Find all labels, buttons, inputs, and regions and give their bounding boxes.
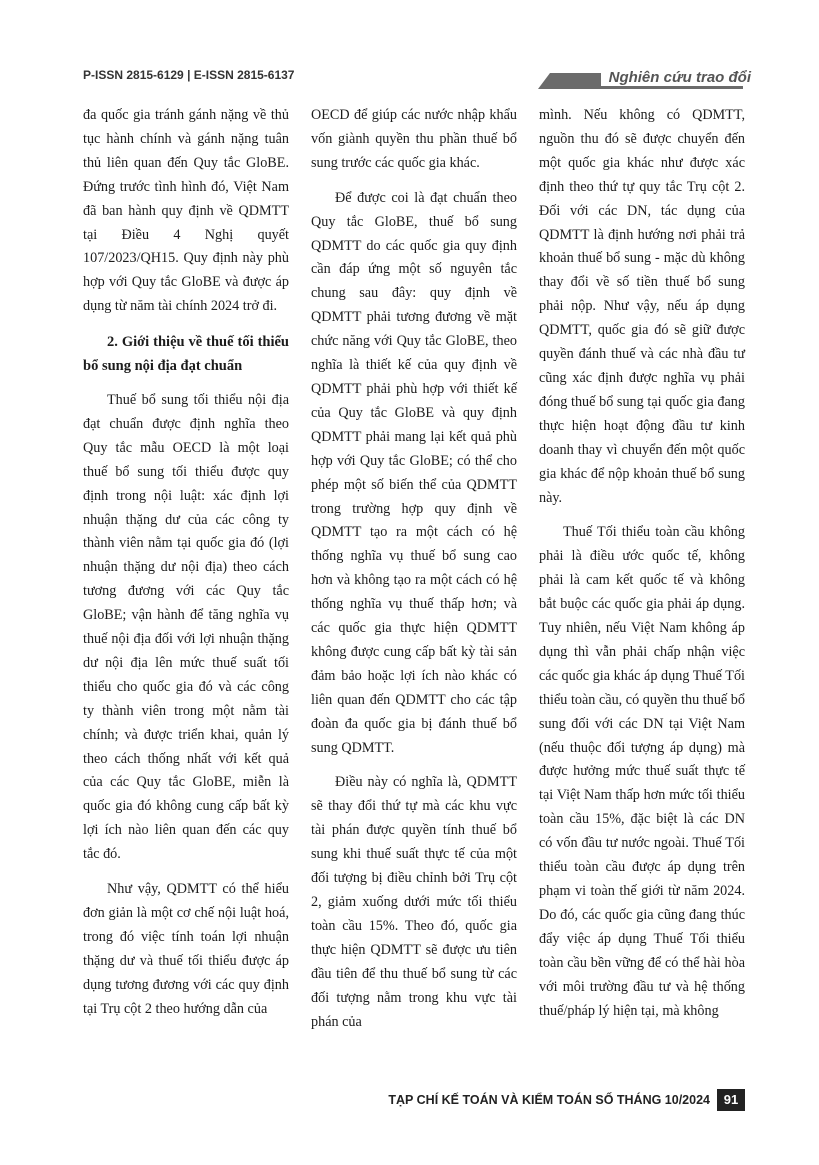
section-title: Nghiên cứu trao đổi	[601, 69, 751, 86]
text-column-3	[539, 104, 745, 1023]
section-heading: 2. Giới thiệu về thuế tối thiểu bổ sung nội địa đạt chuẩn	[83, 334, 289, 375]
page-number: 91	[717, 1089, 745, 1111]
paragraph: mình. Nếu không có QDMTT, nguồn thu đó sẽ được chuyển đến một quốc gia khác như được xác định theo thứ tự quy tắc Trụ cột 2. Đối với các DN, tác dụng của QDMTT là định hướng nơi phải trả khoản thuế bổ sung - mặc dù không thay đổi về số tiền thuế bổ sung phải nộp. Như vậy, nếu áp dụng QDMTT, quốc gia đó sẽ giữ được quyền đánh thuế và các nhà đầu tư cũng xác định được nghĩa vụ phải đóng thuế bổ sung tại quốc gia đang thực hiện hoạt động đầu tư kinh doanh thay vì chuyển đến một quốc gia khác để nộp khoản thuế bổ sung này.	[539, 107, 745, 506]
text-column-2	[311, 104, 517, 1034]
paragraph: Để được coi là đạt chuẩn theo Quy tắc GloBE, thuế bổ sung QDMTT do các quốc gia quy định cần đáp ứng một số nguyên tắc chung sau đây: quy định về QDMTT phải tương đương về mặt chức năng với Quy tắc GloBE, theo nghĩa là thiết kế của quy định về QDMTT phải phù hợp với thiết kế của Quy tắc GloBE và quy định QDMTT phải mang lại kết quả phù hợp với Quy tắc GloBE; có thể cho phép một số biến thể của QDMTT trong trường hợp quy định về QDMTT tạo ra một cách có hệ thống nghĩa vụ thuế bổ sung cao hơn và không tạo ra một cách có hệ thống nghĩa vụ thuế thấp hơn; và các quốc gia thực hiện QDMTT không được cung cấp bất kỳ tài sản đảm bảo hoặc lợi ích nào khác có liên quan đến QDMTT cho các tập đoàn đa quốc gia bị đánh thuế bổ sung QDMTT.	[311, 189, 517, 756]
paragraph: OECD để giúp các nước nhập khẩu vốn giành quyền thu phần thuế bổ sung trước các quốc gia khác.	[311, 107, 517, 171]
issn-header: P-ISSN 2815-6129 | E-ISSN 2815-6137	[83, 68, 295, 82]
paragraph: Điều này có nghĩa là, QDMTT sẽ thay đổi thứ tự mà các khu vực tài phán được quyền tính thuế bổ sung khi thuế suất thực tế của một đối tượng bị điều chỉnh bởi Trụ cột 2, giảm xuống dưới mức tối thiểu toàn cầu 15%. Theo đó, quốc gia thực hiện QDMTT sẽ được ưu tiên đầu tiên để thu thuế bổ sung từ các đối tượng nằm trong khu vực tài phán của	[311, 774, 517, 1030]
paragraph: Thuế Tối thiểu toàn cầu không phải là điều ước quốc tế, không phải là cam kết quốc tế và không bắt buộc các quốc gia phải áp dụng. Tuy nhiên, nếu Việt Nam không áp dụng thì vẫn phải chấp nhận việc các quốc gia khác áp dụng Thuế Tối thiểu toàn cầu, có quyền thu thuế bổ sung đối với các DN tại Việt Nam (nếu thuộc đối tượng áp dụng) mà được hưởng mức thuế suất thực tế tại Việt Nam thấp hơn mức tối thiểu toàn cầu 15%, đặc biệt là các DN có vốn đầu tư nước ngoài. Thuế Tối thiểu toàn cầu được áp dụng trên phạm vi toàn thế giới từ năm 2024. Do đó, các quốc gia cũng đang thúc đẩy việc áp dụng Thuế Tối thiểu toàn cầu bền vững để có thể hài hòa với môi trường đầu tư và hệ thống thuế/pháp lý hiện tại, mà không	[539, 524, 745, 1019]
journal-footer: TẠP CHÍ KẾ TOÁN VÀ KIỂM TOÁN SỐ THÁNG 10/2024	[388, 1093, 710, 1107]
paragraph: Thuế bổ sung tối thiểu nội địa đạt chuẩn được định nghĩa theo Quy tắc mẫu OECD là một loại thuế bổ sung tối thiểu được quy định trong nội luật: xác định lợi nhuận thặng dư của các công ty thành viên nằm tại quốc gia đó (lợi nhuận thặng dư nội địa) theo cách tương đương với các Quy tắc GloBE; vận hành để tăng nghĩa vụ thuế nội địa đối với lợi nhuận thặng dư nội địa lên mức thuế suất tối thiểu cho quốc gia đó và các công ty thành viên trong một nằm tài chính; và được triển khai, quản lý theo cách thống nhất với kết quả của các Quy tắc GloBE, miễn là quốc gia đó không cung cấp bất kỳ lợi ích nào liên quan đến các quy tắc đó.	[83, 391, 289, 863]
paragraph: Như vậy, QDMTT có thể hiểu đơn giản là một cơ chế nội luật hoá, trong đó việc tính toán lợi nhuận thặng dư và thuế tối thiểu được áp dụng tương đương với các quy định tại Trụ cột 2 theo hướng dẫn của	[83, 881, 289, 1017]
paragraph: đa quốc gia tránh gánh nặng về thủ tục hành chính và gánh nặng tuân thủ liên quan đến Quy tắc GloBE. Đứng trước tình hình đó, Việt Nam đã ban hành quy định về QDMTT tại Điều 4 Nghị quyết 107/2023/QH15. Quy định này phù hợp với Quy tắc GloBE và được áp dụng từ năm tài chính 2024 trở đi.	[83, 107, 289, 315]
text-column-1	[83, 104, 289, 1022]
